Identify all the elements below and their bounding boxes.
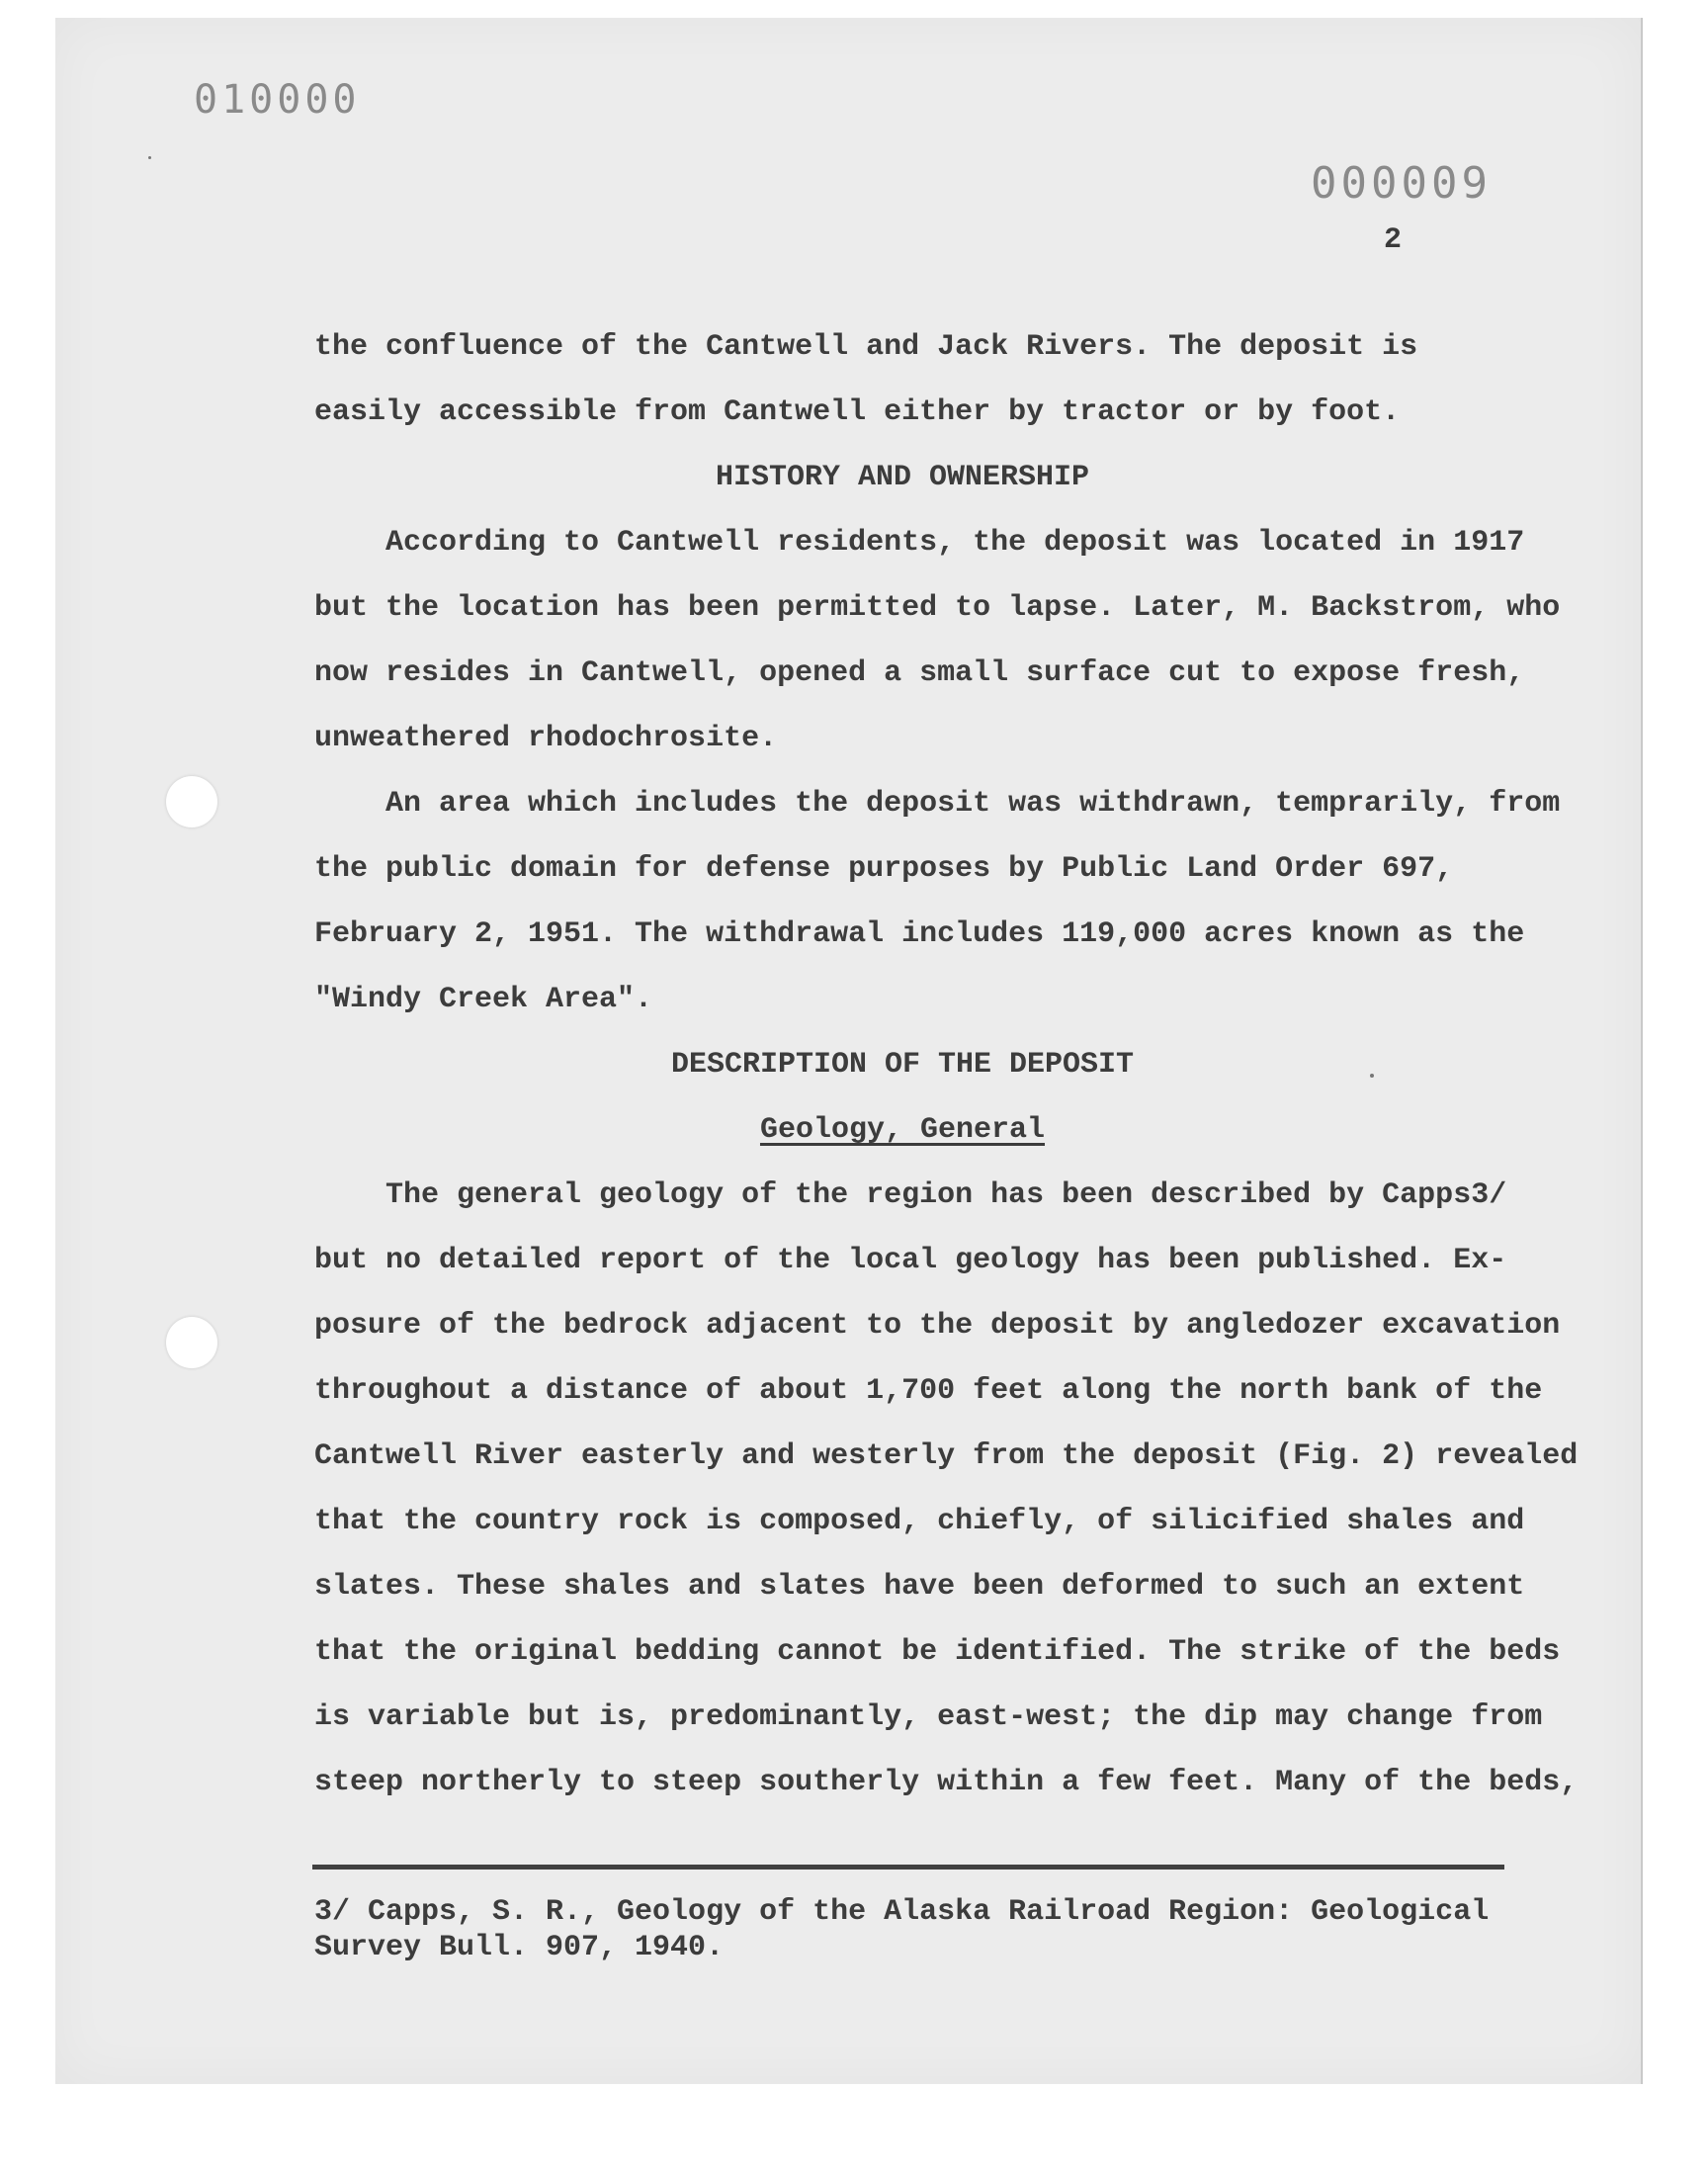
document-id-stamp-right: 000009 bbox=[1311, 158, 1492, 209]
text-line: throughout a distance of about 1,700 feet along the north bank of the bbox=[314, 1374, 1543, 1408]
text-line: easily accessible from Cantwell either by tractor or by foot. bbox=[314, 395, 1401, 429]
text-line: The general geology of the region has been described by Capps3/ bbox=[314, 1178, 1507, 1212]
section-heading-description: DESCRIPTION OF THE DEPOSIT bbox=[670, 1048, 1135, 1082]
text-line: Cantwell River easterly and westerly from the deposit (Fig. 2) revealed bbox=[314, 1439, 1579, 1473]
scan-speck bbox=[148, 156, 151, 159]
text-line: slates. These shales and slates have been deformed to such an extent bbox=[314, 1570, 1525, 1604]
page-number: 2 bbox=[1384, 223, 1403, 257]
punch-hole bbox=[166, 776, 217, 827]
footnote bbox=[314, 1894, 1491, 1965]
text-line: but no detailed report of the local geology has been published. Ex- bbox=[314, 1244, 1507, 1277]
text-line: "Windy Creek Area". bbox=[314, 983, 653, 1016]
text-line: steep northerly to steep southerly within a few feet. Many of the beds, bbox=[314, 1766, 1579, 1799]
text-line: posure of the bedrock adjacent to the deposit by angledozer excavation bbox=[314, 1309, 1561, 1343]
text-line: February 2, 1951. The withdrawal includes 119,000 acres known as the bbox=[314, 917, 1525, 951]
text-line: that the original bedding cannot be identified. The strike of the beds bbox=[314, 1635, 1561, 1669]
footnote-line: 3/ Capps, S. R., Geology of the Alaska Railroad Region: Geological bbox=[314, 1895, 1490, 1929]
section-heading-history: HISTORY AND OWNERSHIP bbox=[715, 461, 1090, 494]
subsection-heading-geology: Geology, General bbox=[759, 1113, 1046, 1147]
text-line: that the country rock is composed, chiefly, of silicified shales and bbox=[314, 1505, 1525, 1538]
footnote-line: Survey Bull. 907, 1940. bbox=[314, 1931, 725, 1964]
text-line: is variable but is, predominantly, east-west; the dip may change from bbox=[314, 1700, 1543, 1734]
footnote-divider bbox=[312, 1865, 1504, 1870]
punch-hole bbox=[166, 1317, 217, 1368]
text-line: An area which includes the deposit was withdrawn, temprarily, from bbox=[314, 787, 1561, 821]
text-line: According to Cantwell residents, the deposit was located in 1917 bbox=[314, 526, 1525, 560]
text-line: unweathered rhodochrosite. bbox=[314, 722, 778, 755]
text-line: the confluence of the Cantwell and Jack Rivers. The deposit is bbox=[314, 330, 1418, 364]
text-line: but the location has been permitted to lapse. Later, M. Backstrom, who bbox=[314, 591, 1561, 625]
text-line: the public domain for defense purposes by Public Land Order 697, bbox=[314, 852, 1454, 886]
body-text bbox=[314, 314, 1579, 1815]
text-line: now resides in Cantwell, opened a small surface cut to expose fresh, bbox=[314, 656, 1525, 690]
document-id-stamp-left: 010000 bbox=[194, 77, 361, 123]
